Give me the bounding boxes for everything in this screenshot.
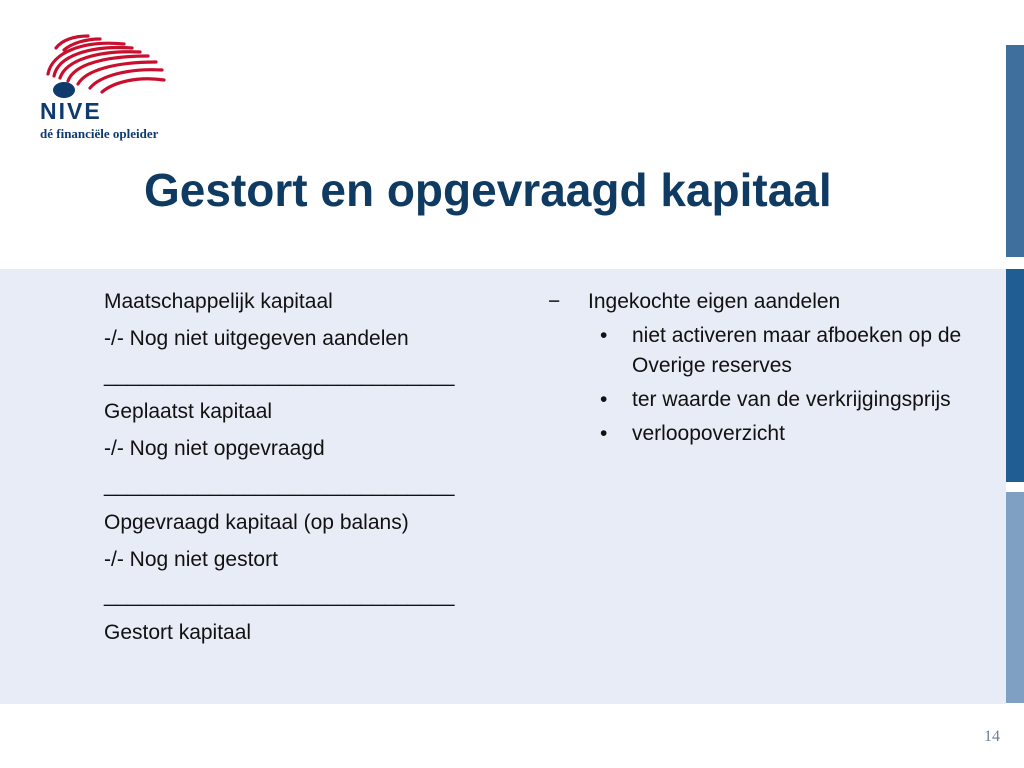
list-item <box>600 419 978 449</box>
nive-arcs-icon <box>38 34 168 100</box>
list-item-text: verloopoverzicht <box>632 422 785 445</box>
calc-separator: ______________________________ <box>104 473 455 497</box>
page-number: 14 <box>984 728 1000 745</box>
nive-logo <box>38 34 178 142</box>
calc-line: Maatschappelijk kapitaal <box>104 290 333 313</box>
calc-separator: ______________________________ <box>104 584 455 608</box>
calc-line: Geplaatst kapitaal <box>104 400 273 424</box>
slide-title: Gestort en opgevraagd kapitaal <box>144 164 832 216</box>
dash-marker: − <box>548 290 561 313</box>
list-item <box>600 321 978 381</box>
list-heading-item <box>548 287 978 317</box>
list-item-text: ter waarde van de verkrijgingsprijs <box>632 388 951 411</box>
content-panel <box>0 269 1006 704</box>
bullet-marker: • <box>600 422 608 445</box>
list-item-text: niet activeren maar afboeken op de Overige reserves <box>632 324 962 377</box>
bullet-marker: • <box>600 324 608 347</box>
side-accent-bar-bottom <box>1006 492 1024 703</box>
calc-line: -/- Nog niet uitgegeven aandelen <box>104 326 409 350</box>
treasury-shares-list <box>548 287 978 449</box>
logo-wordmark: NIVE <box>40 98 102 124</box>
calc-line: -/- Nog niet opgevraagd <box>104 437 325 461</box>
list-heading: Ingekochte eigen aandelen <box>588 290 841 313</box>
calc-line: -/- Nog niet gestort <box>104 547 278 571</box>
calc-line: Opgevraagd kapitaal (op balans) <box>104 510 409 534</box>
side-accent-bar-top <box>1006 45 1024 257</box>
calc-separator: ______________________________ <box>104 363 455 387</box>
capital-calculation-list <box>104 287 524 655</box>
list-item <box>600 385 978 415</box>
logo-tagline: dé financiële opleider <box>40 126 159 141</box>
calc-line: Gestort kapitaal <box>104 621 252 645</box>
bullet-marker: • <box>600 388 608 411</box>
side-accent-bar-middle <box>1006 269 1024 482</box>
